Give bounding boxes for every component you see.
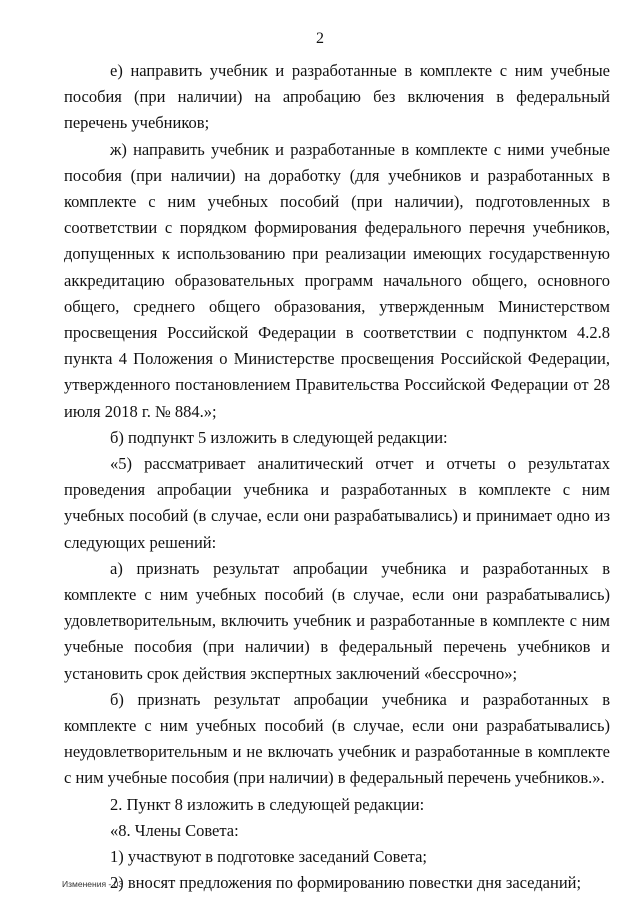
paragraph-subpoint-5: «5) рассматривает аналитический отчет и отчеты о результатах проведения апробации учебника и разработанных в комплекте с ним учебных пособий (в случае, если они разрабатывались) и принимает одно из следующих решений: <box>64 454 610 552</box>
page-number: 2 <box>316 30 324 47</box>
paragraph-point-8-intro: 2. Пункт 8 изложить в следующей редакции: <box>110 794 425 814</box>
paragraph-item-a: а) признать результат апробации учебника и разработанных в комплекте с ним учебных пособий (в случае, если они разрабатывались) удовлетворительным, включить учебник и разработанные в комплекте с ним учебные пособия (при наличии) в федеральный перечень учебников и установить срок действия экспертных заключений «бессрочно»; <box>64 558 610 683</box>
paragraph-item-b: б) признать результат апробации учебника и разработанных в комплекте с ним учебных пособий (в случае, если они разрабатывались) неудовлетворительным и не включать учебник и разработанные в комплекте с ним учебные пособия (при наличии) в федеральный перечень учебников.». <box>64 689 610 788</box>
document-body <box>64 58 610 897</box>
paragraph-point-8-item-2: 2) вносят предложения по формированию повестки дня заседаний; <box>110 873 582 893</box>
paragraph-subpoint-5-intro: б) подпункт 5 изложить в следующей редакции: <box>110 427 448 447</box>
paragraph-item-zh: ж) направить учебник и разработанные в комплекте с ними учебные пособия (при наличии) на доработку (для учебников и разработанных в комплекте с ним учебных пособий (при наличии), подготовленных в соответствии с порядком формирования федерального перечня учебников, допущенных к использованию при реализации имеющих государственную аккредитацию образовательных программ начального общего, основного общего, среднего общего образования, утвержденным Министерством просвещения Российской Федерации в соответствии с подпунктом 4.2.8 пункта 4 Положения о Министерстве просвещения Российской Федерации, утвержденного постановлением Правительства Российской Федерации от 28 июля 2018 г. № 884.»; <box>64 139 610 421</box>
paragraph-point-8-heading: «8. Члены Совета: <box>110 820 239 840</box>
paragraph-item-e: е) направить учебник и разработанные в комплекте с ним учебные пособия (при наличии) на апробацию без включения в федеральный перечень учебников; <box>64 61 610 133</box>
footer-revision-label: Изменения - 03 <box>62 879 124 889</box>
paragraph-point-8-item-1: 1) участвуют в подготовке заседаний Совета; <box>110 847 427 867</box>
